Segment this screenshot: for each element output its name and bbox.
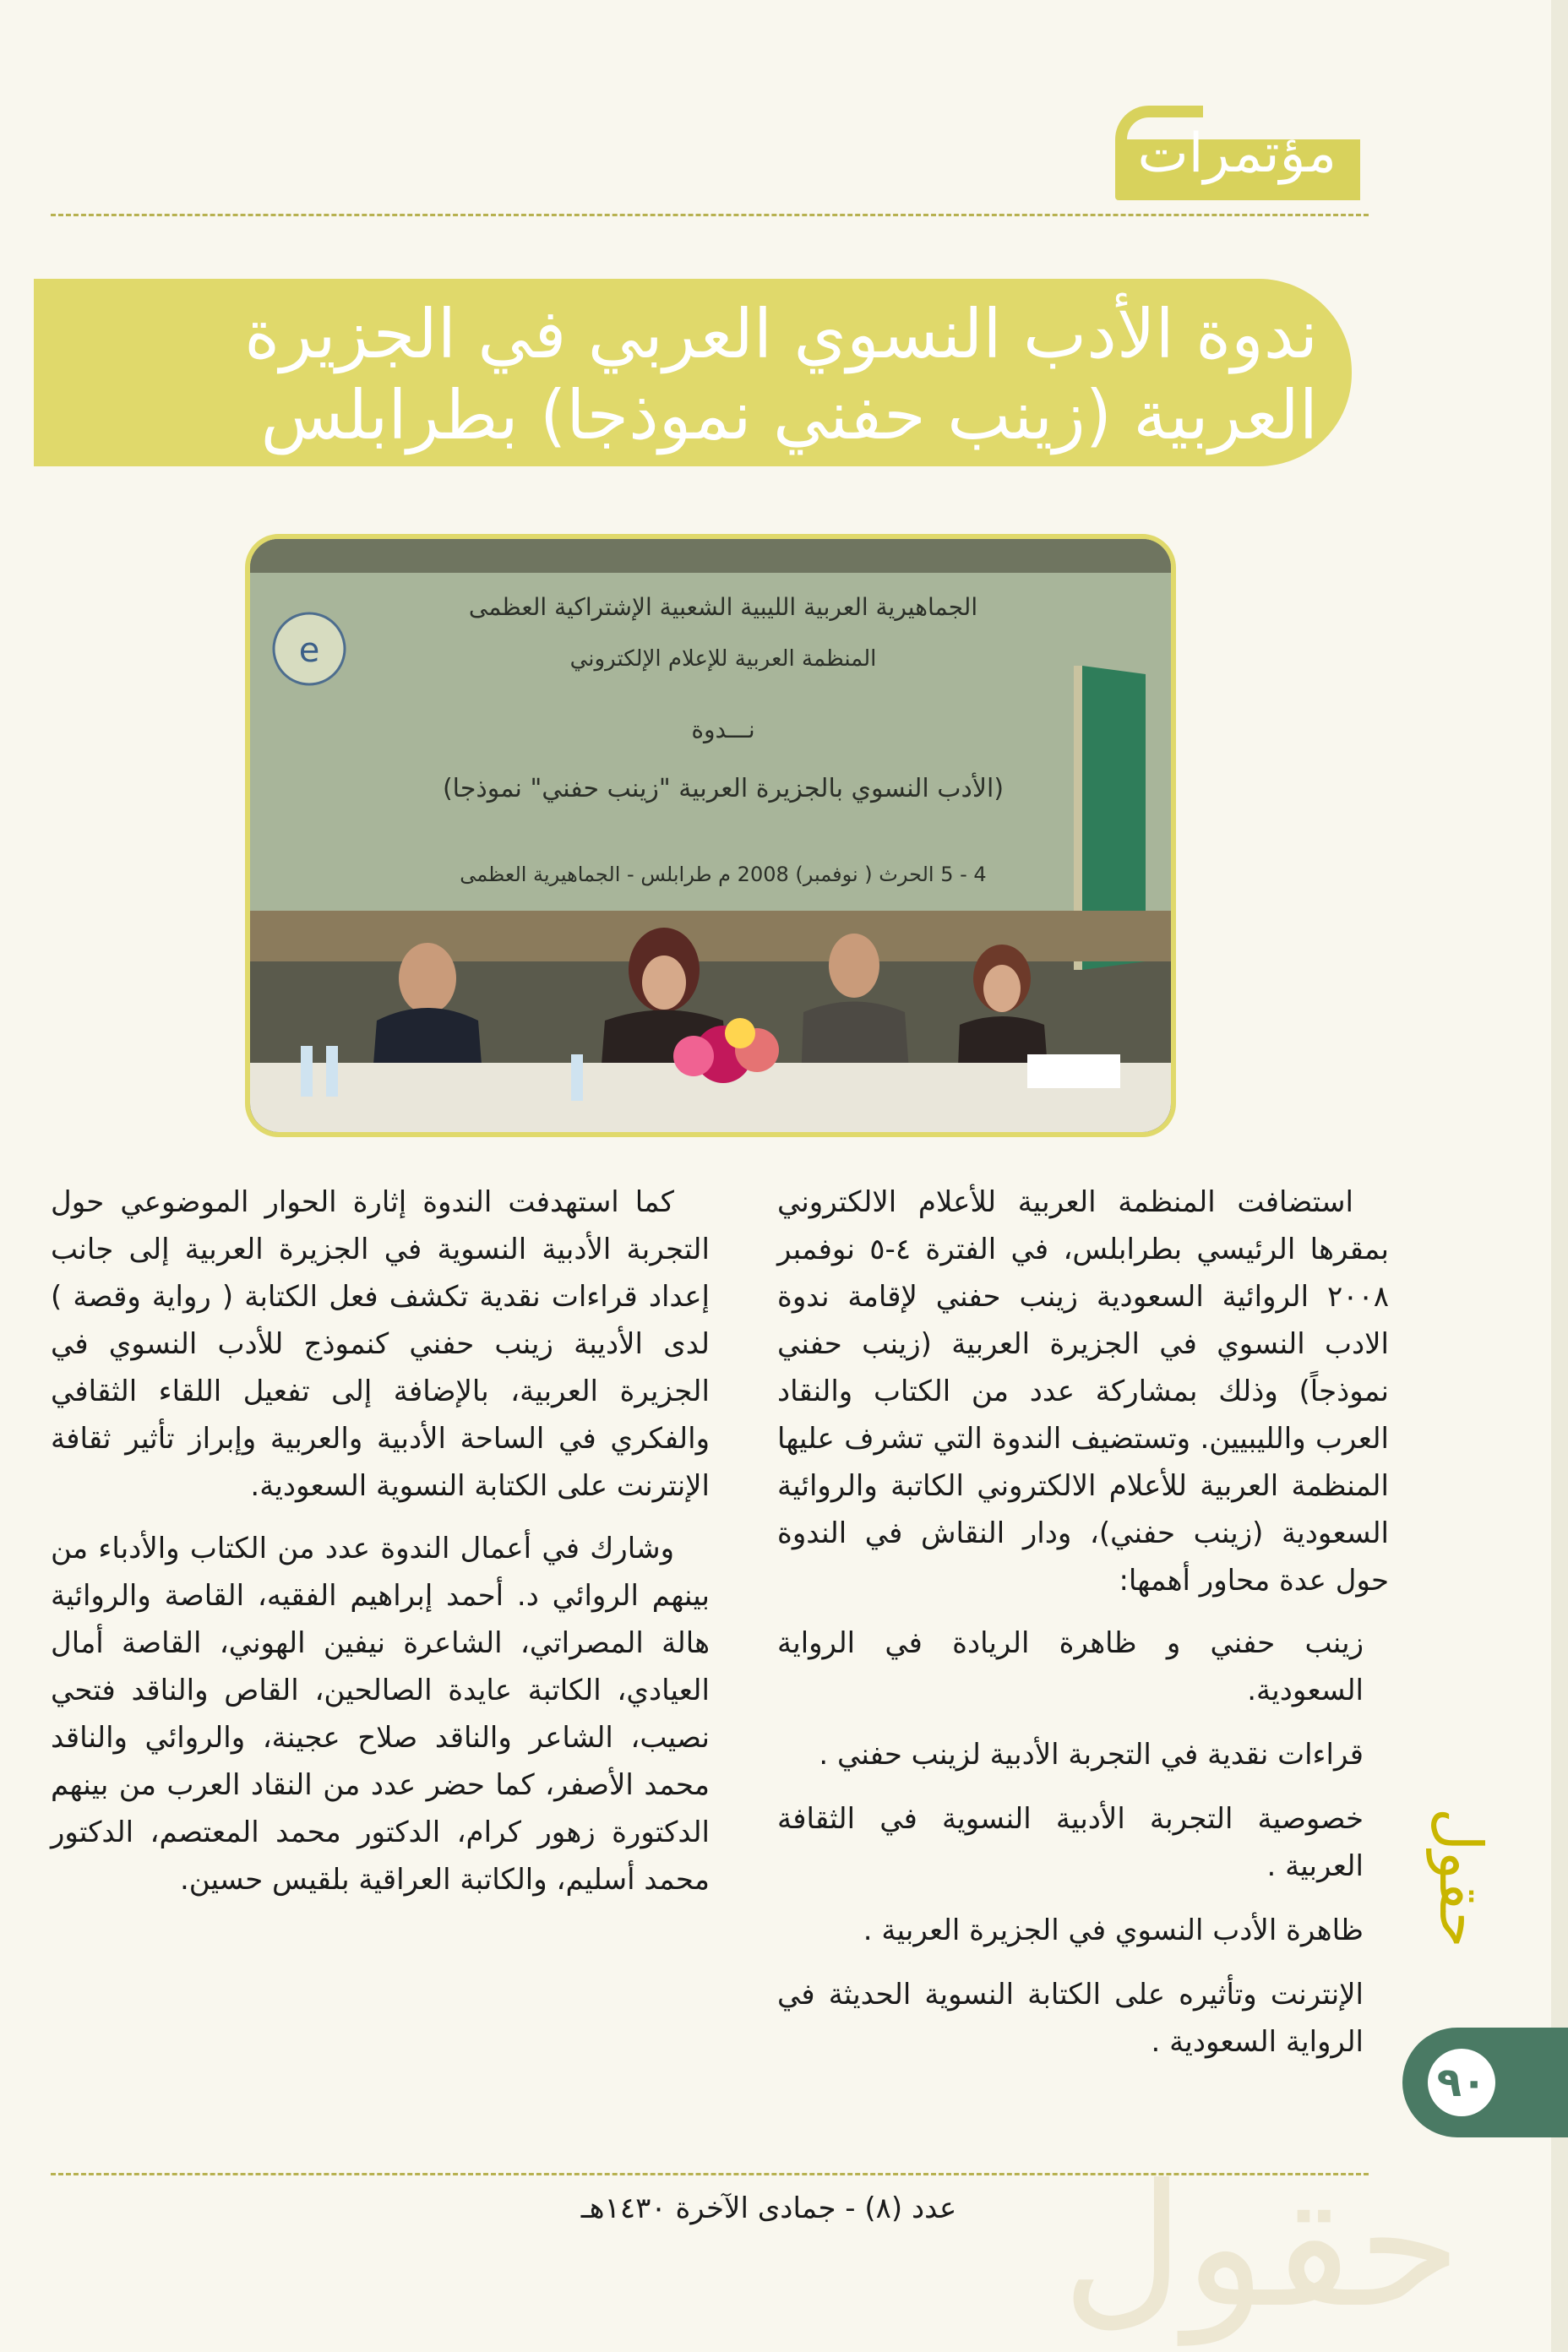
event-photo xyxy=(245,534,1176,1137)
bottom-divider xyxy=(51,2173,1369,2175)
topic-item: خصوصية التجربة الأدبية النسوية في الثقافة العربية . xyxy=(777,1802,1364,1883)
article-title xyxy=(135,294,1318,456)
magazine-watermark: حقول xyxy=(1061,2148,1462,2345)
issue-footer: عدد (٨) - جمادى الآخرة ١٤٣٠هـ xyxy=(580,2191,957,2225)
photo-illustration xyxy=(250,539,1171,1132)
banner-line-3: نـــدوة xyxy=(691,716,755,743)
top-divider xyxy=(51,214,1369,216)
banner-line-4: (الأدب النسوي بالجزيرة العربية "زينب حفني" نموذجا) xyxy=(442,774,1004,803)
title-line-1: ندوة الأدب النسوي العربي في الجزيرة xyxy=(244,295,1318,373)
goals-paragraph: كما استهدفت الندوة إثارة الحوار الموضوعي حول التجربة الأدبية النسوية في الجزيرة العربية إلى جانب إعداد قراءات نقدية تكشف فعل الكتابة ( رواية وقصة ) لدى الأديبة زينب حفني كنموذج للأدب النسوي في الجزيرة العربية، بالإضافة إلى تفعيل اللقاء الثقافي والفكري في الساحة الأدبية والعربية وإبراز تأثير ثقافة الإنترنت على الكتابة النسوية السعودية. xyxy=(51,1185,710,1503)
topic-item: قراءات نقدية في التجربة الأدبية لزينب حفني . xyxy=(819,1738,1364,1772)
article-column-right xyxy=(777,1179,1389,2082)
svg-text:e: e xyxy=(298,631,320,670)
participants-paragraph: وشارك في أعمال الندوة عدد من الكتاب والأدباء من بينهم الروائي د. أحمد إبراهيم الفقيه، القاصة والروائية هالة المصراتي، الشاعرة نيفين الهوني، القاصة أمال العيادي، الكاتبة عايدة الصالحين، القاص والناقد فتحي نصيب، الشاعر والناقد صلاح عجينة، والروائي والناقد محمد الأصفر، كما حضر عدد من النقاد العرب من بينهم الدكتورة زهور كرام، الدكتور محمد المعتصم، الدكتور محمد أسليم، والكاتبة العراقية بلقيس حسين. xyxy=(51,1532,710,1897)
page-number: ٩٠ xyxy=(1428,2049,1495,2116)
title-band xyxy=(34,279,1352,466)
intro-paragraph: استضافت المنظمة العربية للأعلام الالكتروني بمقرها الرئيسي بطرابلس، في الفترة ٤-٥ نوفمبر ٢٠٠٨ الروائية السعودية زينب حفني لإقامة ندوة الادب النسوي في الجزيرة العربية (زينب حفني نموذجاً) وذلك بمشاركة عدد من الكتاب والنقاد العرب والليبيين. وتستضيف الندوة التي تشرف عليها المنظمة العربية للأعلام الالكتروني الكاتبة والروائية السعودية (زينب حفني)، ودار النقاش في الندوة حول عدة محاور أهمها: xyxy=(777,1185,1389,1598)
page-edge xyxy=(1551,0,1568,2352)
banner-line-1: الجماهيرية العربية الليبية الشعبية الإشتراكية العظمى xyxy=(468,593,978,621)
title-line-2: العربية (زينب حفني نموذجا) بطرابلس xyxy=(260,376,1318,455)
magazine-logo: حقول xyxy=(1426,1808,1495,1948)
topic-item: الإنترنت وتأثيره على الكتابة النسوية الحديثة في الرواية السعودية . xyxy=(777,1978,1364,2059)
topic-item: ظاهرة الأدب النسوي في الجزيرة العربية . xyxy=(863,1914,1364,1947)
topic-item: زينب حفني و ظاهرة الريادة في الرواية السعودية. xyxy=(777,1626,1364,1707)
banner-line-2: المنظمة العربية للإعلام الإلكتروني xyxy=(569,646,877,672)
banner-line-5: 4 - 5 الحرث ( نوفمبر) 2008 م طرابلس - الجماهيرية العظمى xyxy=(460,863,987,886)
section-label: مؤتمرات xyxy=(1137,122,1337,185)
section-header xyxy=(1115,106,1360,207)
article-column-left xyxy=(51,1179,710,1919)
